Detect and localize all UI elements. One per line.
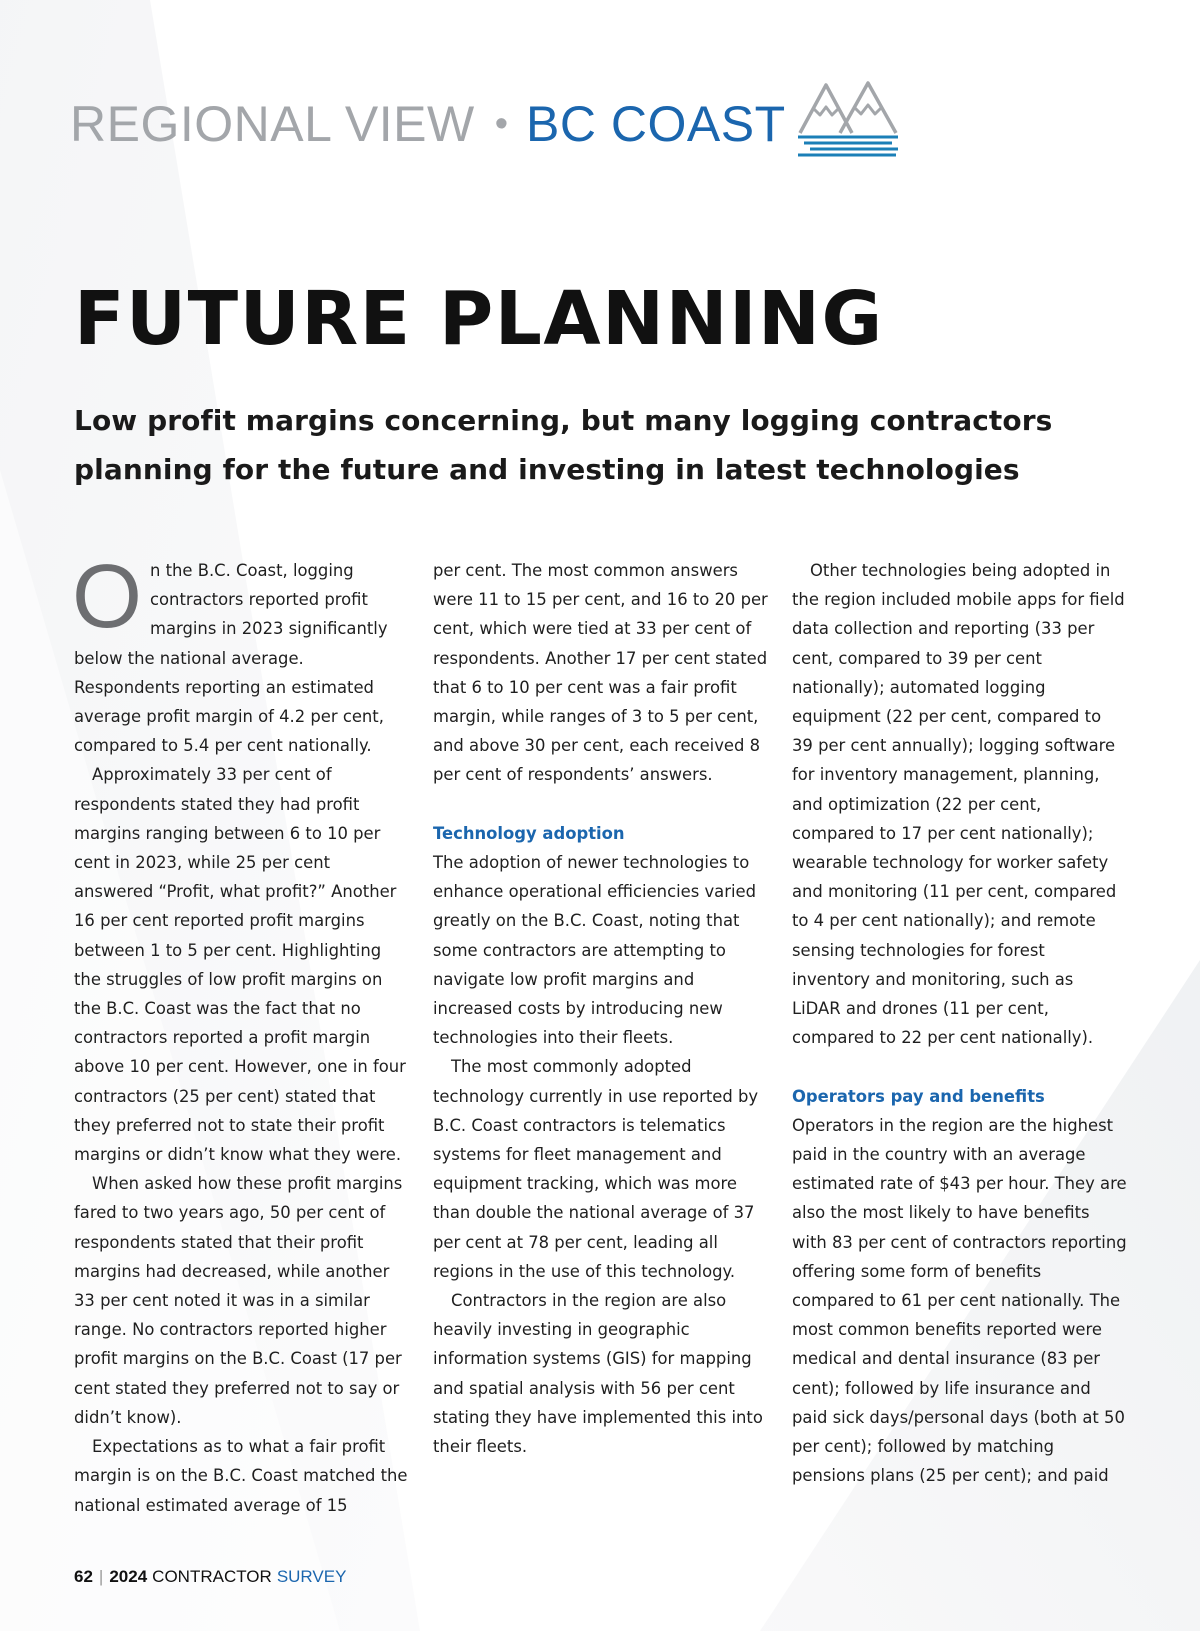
paragraph: Other technologies being adopted in the region included mobile apps for field data collection and reporting (33 per cent, compared to 39 per cent nationally); automated logging equipment (22 per cent, compared to 39 per cent annually); logging software for inventory management, planning, and optimization (22 per cent, compared to 17 per cent nationally); wearable technology for worker safety and monitoring (11 per cent, compared to 4 per cent nationally); and remote sensing technologies for forest inventory and monitoring, such as LiDAR and drones (11 per cent, compared to 22 per cent nationally). — [792, 561, 1125, 1048]
paragraph: The most commonly adopted technology currently in use reported by B.C. Coast contractors is telematics systems for fleet management and equipment tracking, which was more than double the national average of 37 per cent at 78 per cent, leading all regions in the use of this technology. — [433, 1057, 759, 1281]
subtitle: Low profit margins concerning, but many logging contractors planning for the future and investing in latest technologies — [74, 404, 1053, 486]
footer-survey: SURVEY — [276, 1567, 347, 1586]
drop-cap: O — [72, 547, 143, 647]
paragraph: When asked how these profit margins fared to two years ago, 50 per cent of respondents stated that their profit margins had decreased, while another 33 per cent noted it was in a similar range. No contractors reported higher profit margins on the B.C. Coast (17 per cent stated they preferred not to say or didn’t know). — [74, 1174, 403, 1427]
section-subheading: Technology adoption — [433, 823, 625, 843]
paragraph: Expectations as to what a fair profit margin is on the B.C. Coast matched the national estimated average of 15 — [74, 1437, 408, 1515]
footer-year: 2024 — [109, 1567, 148, 1586]
footer-contractor: CONTRACTOR — [152, 1567, 272, 1586]
region-label: REGIONAL VIEW — [70, 96, 475, 152]
page-title: FUTURE PLANNING — [74, 276, 884, 362]
paragraph-text: n the B.C. Coast, logging contractors reported profit margins in 2023 significantly below the national average. Respondents reporting an estimated average profit margin of 4.2 per cent, compared to 5.4 per cent nationally. — [74, 561, 388, 756]
paragraph: Contractors in the region are also heavily investing in geographic information systems (GIS) for mapping and spatial analysis with 56 per cent stating they have implemented this into their fleets. — [433, 1291, 763, 1457]
article-column-1 — [72, 547, 409, 1520]
paragraph: The adoption of newer technologies to enhance operational efficiencies varied greatly on the B.C. Coast, noting that some contractors are attempting to navigate low profit margins and increased costs by introducing new technologies into their fleets. — [433, 853, 756, 1048]
paragraph: per cent. The most common answers were 11 to 15 per cent, and 16 to 20 per cent, which were tied at 33 per cent of respondents. Another 17 per cent stated that 6 to 10 per cent was a fair profit margin, while ranges of 3 to 5 per cent, and above 30 per cent, each received 8 per cent of respondents’ answers. — [433, 561, 768, 785]
paragraph — [72, 547, 409, 760]
section-subheading: Operators pay and benefits — [792, 1086, 1045, 1106]
mountain-water-icon — [796, 79, 900, 163]
area-label: BC COAST — [526, 96, 786, 152]
article-column-3 — [792, 556, 1127, 1490]
footer-separator: | — [98, 1567, 104, 1586]
article-column-2 — [433, 556, 768, 1461]
page-number: 62 — [74, 1567, 93, 1586]
header-bullet: • — [494, 102, 509, 145]
paragraph: Operators in the region are the highest paid in the country with an average estimated rate of $43 per hour. They are also the most likely to have benefits with 83 per cent of contractors reporting offering some form of benefits compared to 61 per cent nationally. The most common benefits reported were medical and dental insurance (83 per cent); followed by life insurance and paid sick days/personal days (both at 50 per cent); followed by matching pensions plans (25 per cent); and paid — [792, 1115, 1127, 1486]
page-footer — [74, 1565, 346, 1589]
paragraph: Approximately 33 per cent of respondents stated they had profit margins ranging between 6 to 10 per cent in 2023, while 25 per cent answered “Profit, what profit?” Another 16 per cent reported profit margins between 1 to 5 per cent. Highlighting the struggles of low profit margins on the B.C. Coast was the fact that no contractors reported a profit margin above 10 per cent. However, one in four contractors (25 per cent) stated that they preferred not to state their profit margins or didn’t know what they were. — [74, 765, 406, 1165]
section-header — [70, 84, 900, 164]
